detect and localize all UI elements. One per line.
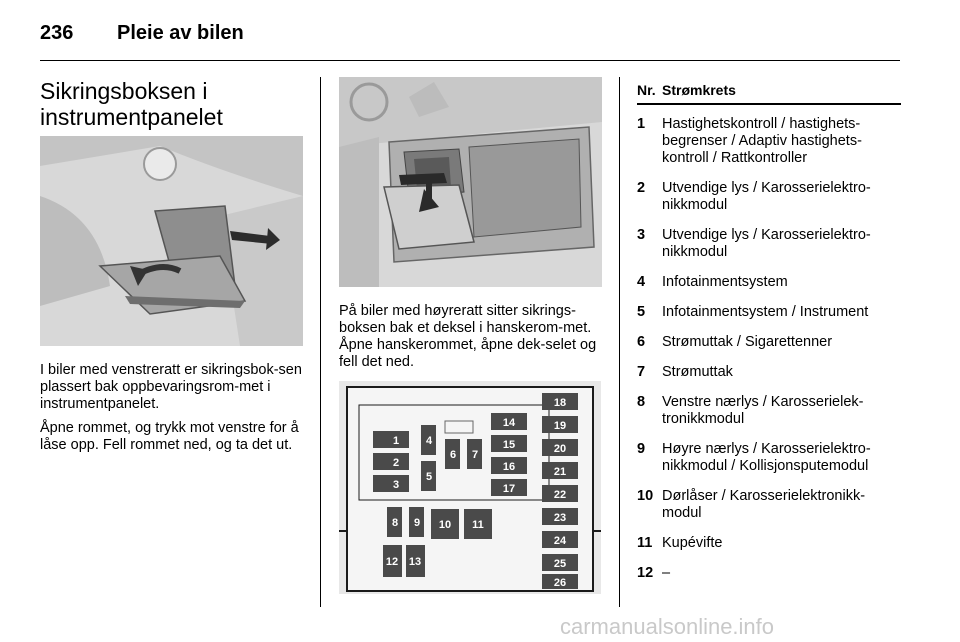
fuse-5	[421, 461, 436, 491]
fuse-label: 24	[553, 535, 567, 547]
table-row	[637, 291, 901, 321]
fuse-1	[373, 431, 409, 448]
fuse-13	[406, 545, 425, 577]
fuse-label: 5	[425, 471, 433, 483]
storage-compartment-illustration	[40, 136, 303, 346]
left-column-text	[40, 362, 308, 461]
fuse-label: 9	[413, 517, 421, 529]
header-rule	[40, 60, 900, 61]
fuse-label: 10	[438, 519, 452, 531]
fuse-label: 13	[408, 556, 422, 568]
chapter-title: Pleie av bilen	[117, 22, 244, 44]
fuse-label: 26	[553, 577, 567, 589]
fuse-10	[431, 509, 459, 539]
fuse-16	[491, 457, 527, 474]
circuit-description: Høyre nærlys / Karosserielektro-nikkmodul / Kollisjonsputemodul	[662, 441, 871, 474]
table-row	[637, 522, 901, 552]
fuse-label: 20	[553, 443, 567, 455]
section-title: Sikringsboksen i instrumentpanelet	[40, 78, 223, 130]
fuse-26	[542, 574, 578, 589]
table-header-row	[637, 80, 901, 104]
fuse-4	[421, 425, 436, 455]
fuse-14	[491, 413, 527, 430]
column-divider-left	[320, 77, 321, 607]
circuit-description: Kupévifte	[662, 535, 723, 551]
circuit-description: Hastighetskontroll / hastighets-begrenser / Adaptiv hastighets-kontroll / Rattkontroller	[662, 116, 862, 166]
table-row	[637, 381, 901, 428]
column-header-circuit: Strømkrets	[662, 80, 901, 104]
table-row	[637, 321, 901, 351]
circuit-description: Infotainmentsystem / Instrument	[662, 304, 869, 320]
fuse-23	[542, 508, 578, 525]
fuse-label: 11	[472, 519, 484, 531]
page-number: 236	[40, 22, 74, 44]
fuse-label: 23	[553, 512, 567, 524]
fuse-7	[467, 439, 482, 469]
fuse-label: 6	[449, 449, 457, 461]
table-row	[637, 428, 901, 475]
fuse-22	[542, 485, 578, 502]
fuse-11	[464, 509, 492, 539]
fuse-number: 7	[637, 364, 646, 380]
paragraph: I biler med venstreratt er sikringsbok-sen plassert bak oppbevaringsrom-met i instrumentpanelet.	[40, 362, 302, 412]
fuse-18	[542, 393, 578, 410]
fuse-8	[387, 507, 402, 537]
fuse-number: 5	[637, 304, 646, 320]
fuse-6	[445, 439, 460, 469]
paragraph: På biler med høyreratt sitter sikrings-boksen bak et deksel i hanskerom-met. Åpne hanskerommet, åpne dek-selet og fell det ned.	[339, 303, 597, 370]
fuse-2	[373, 453, 409, 470]
circuit-description: Strømuttak / Sigarettenner	[662, 334, 833, 350]
watermark: carmanualsonline.info	[560, 614, 775, 639]
fuse-9	[409, 507, 424, 537]
fuse-number: 9	[637, 441, 646, 457]
column-header-nr: Nr.	[637, 80, 662, 104]
table-row	[637, 552, 901, 582]
column-divider-right	[619, 77, 620, 607]
fuse-label: 7	[471, 449, 479, 461]
glovebox-fuse-cover-illustration	[339, 77, 602, 287]
circuit-description: Venstre nærlys / Karosserielek-tronikkmodul	[662, 394, 864, 427]
fuse-label: 22	[553, 489, 567, 501]
fuse-number: 1	[637, 116, 646, 132]
fuse-label: 21	[553, 466, 567, 478]
fuse-label: 15	[502, 439, 516, 451]
middle-column-text	[339, 303, 607, 378]
paragraph: Åpne rommet, og trykk mot venstre for å låse opp. Fell rommet ned, og ta det ut.	[40, 420, 299, 453]
fuse-number: 2	[637, 180, 646, 196]
fuse-number: 6	[637, 334, 646, 350]
table-row	[637, 475, 901, 522]
table-row	[637, 104, 901, 167]
circuit-description: –	[662, 565, 671, 581]
fuse-25	[542, 554, 578, 571]
fuse-label: 12	[385, 556, 399, 568]
fuse-20	[542, 439, 578, 456]
fuse-label: 14	[502, 417, 516, 429]
fuse-label: 17	[502, 483, 516, 495]
fuse-number: 4	[637, 274, 646, 290]
table-row	[637, 167, 901, 214]
fuse-19	[542, 416, 578, 433]
fuse-label: 19	[553, 420, 567, 432]
fuse-12	[383, 545, 402, 577]
fuse-label: 25	[553, 558, 567, 570]
fuse-number: 12	[637, 565, 654, 581]
circuit-description: Utvendige lys / Karosserielektro-nikkmodul	[662, 227, 871, 260]
circuit-description: Infotainmentsystem	[662, 274, 788, 290]
fuse-label: 2	[392, 457, 400, 469]
fuse-21	[542, 462, 578, 479]
fuse-label: 1	[392, 435, 400, 447]
circuit-description: Utvendige lys / Karosserielektro-nikkmodul	[662, 180, 871, 213]
fuse-circuit-table	[637, 80, 901, 582]
circuit-description: Strømuttak	[662, 364, 733, 380]
fuse-label: 18	[553, 397, 567, 409]
fuse-label: 16	[502, 461, 516, 473]
fuse-number: 3	[637, 227, 646, 243]
fuse-3	[373, 475, 409, 492]
fuse-label: 3	[392, 479, 400, 491]
fuse-number: 10	[637, 488, 654, 504]
table-row	[637, 214, 901, 261]
fuse-15	[491, 435, 527, 452]
fuse-box-diagram	[339, 381, 601, 594]
fuse-number: 8	[637, 394, 646, 410]
fuse-label: 8	[391, 517, 399, 529]
table-row	[637, 351, 901, 381]
fuse-number: 11	[637, 535, 653, 551]
fuse-label: 4	[425, 435, 433, 447]
table-row	[637, 261, 901, 291]
fuse-24	[542, 531, 578, 548]
circuit-description: Dørlåser / Karosserielektronikk-modul	[662, 488, 866, 521]
fuse-17	[491, 479, 527, 496]
